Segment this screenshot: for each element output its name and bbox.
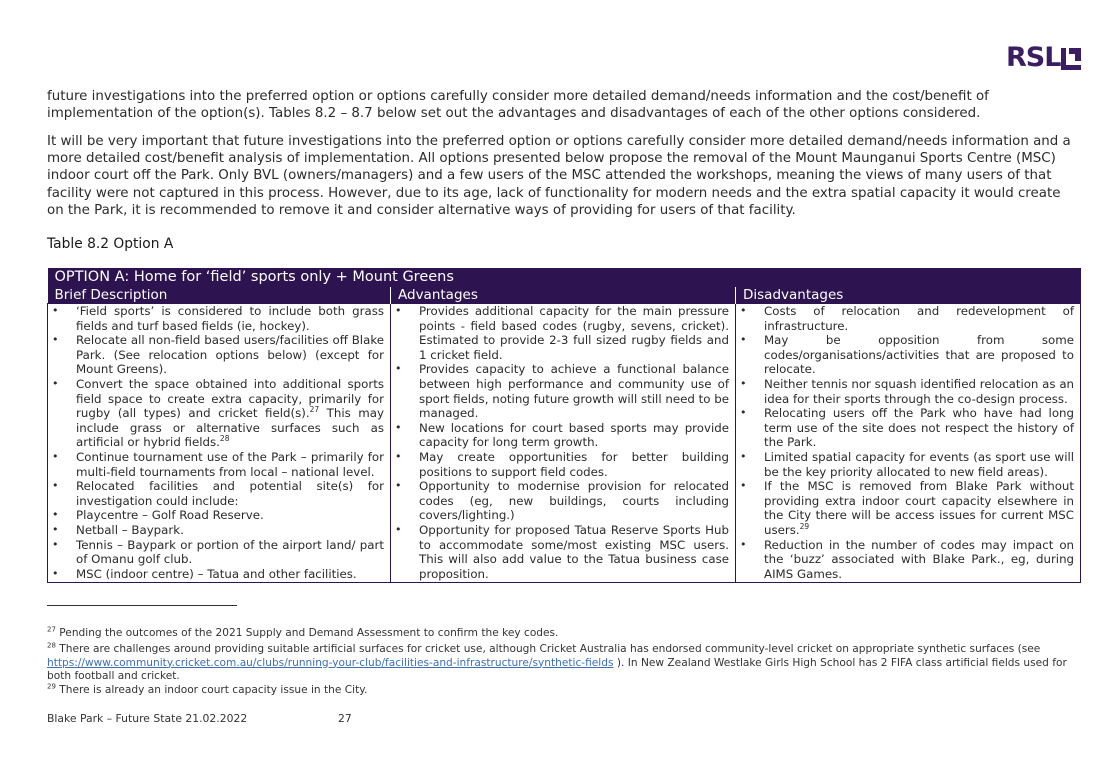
advantages-list	[395, 304, 729, 581]
option-a-table	[47, 268, 1081, 583]
column-header-disadvantages: Disadvantages	[736, 287, 1081, 304]
list-item: • Reduction in the number of codes may impact on the ‘buzz’ associated with Blake Park., eg, during AIMS Games.	[740, 538, 1074, 582]
footnote-ref: 29	[799, 521, 810, 531]
list-item: • Costs of relocation and redevelopment of infrastructure.	[740, 304, 1074, 333]
list-item	[740, 479, 1074, 537]
list-item-text: Convert the space obtained into additional sports field space to create extra capacity, primarily for rugby (all types) and cricket field(s).	[76, 376, 384, 421]
logo-mark-icon	[1061, 48, 1081, 70]
description-cell	[48, 304, 391, 583]
list-item: • Netball – Baypark.	[52, 523, 384, 538]
footnote-mark: 29	[47, 682, 56, 691]
footer-document-title: Blake Park – Future State 21.02.2022	[47, 712, 248, 725]
list-item: • Opportunity to modernise provision for relocated codes (eg, new buildings, courts including covers/lighting.)	[395, 479, 729, 523]
page-number: 27	[338, 712, 352, 725]
table-caption: Table 8.2 Option A	[47, 236, 174, 252]
rsl-logo	[1006, 43, 1082, 73]
list-item: • Neither tennis nor squash identified relocation as an idea for their sports through the co-design process.	[740, 377, 1074, 406]
list-item: • Opportunity for proposed Tatua Reserve Sports Hub to accommodate some/most existing MSC users. This will also add value to the Tatua business case proposition.	[395, 523, 729, 581]
footnote-ref: 27	[309, 405, 320, 415]
list-item: • New locations for court based sports may provide capacity for long term growth.	[395, 421, 729, 450]
list-item: • Tennis – Baypark or portion of the airport land/ part of Omanu golf club.	[52, 538, 384, 567]
list-item: • Relocating users off the Park who have had long term use of the site does not respect the history of the Park.	[740, 406, 1074, 450]
list-item: • Continue tournament use of the Park – primarily for multi-field tournaments from local – national level.	[52, 450, 384, 479]
footnote-29	[47, 684, 1080, 698]
table-title: OPTION A: Home for ‘field’ sports only + Mount Greens	[48, 268, 1081, 287]
list-item: • Provides additional capacity for the main pressure points - field based codes (rugby, sevens, cricket). Estimated to provide 2-3 full sized rugby fields and 1 cricket field.	[395, 304, 729, 362]
footnote-27	[47, 627, 1080, 641]
column-header-advantages: Advantages	[391, 287, 736, 304]
list-item: • Relocate all non-field based users/facilities off Blake Park. (See relocation options below) (except for Mount Greens).	[52, 333, 384, 377]
intro-paragraph: future investigations into the preferred option or options carefully consider more detailed demand/needs information and the cost/benefit of implementation of the option(s). Tables 8.2 – 8.7 below set out the advantages and disadvantages of each of the other options considered.	[47, 89, 989, 122]
footnote-mark: 27	[47, 625, 56, 634]
msc-removal-paragraph: It will be very important that future investigations into the preferred option or options carefully consider more detailed demand/needs information and a more detailed cost/benefit analysis of implementation. All options presented below propose the removal of the Mount Maunganui Sports Centre (MSC) indoor court off the Park. Only BVL (owners/managers) and a few users of the MSC attended the workshops, meaning the views of many users of that facility were not captured in this process. However, due to its age, lack of functionality for modern needs and the extra spatial capacity it would create on the Park, it is recommended to remove it and consider alternative ways of providing for users of that facility.	[47, 134, 1071, 218]
description-list	[52, 304, 384, 581]
footnote-mark: 28	[47, 641, 56, 650]
footnote-ref: 28	[219, 434, 230, 444]
column-header-description: Brief Description	[48, 287, 391, 304]
list-item-text: If the MSC is removed from Blake Park without providing extra indoor court capacity elsewhere in the City there will be access issues for current MSC users.	[764, 479, 1075, 537]
footnote-text: There are challenges around providing suitable artificial surfaces for cricket use, although Cricket Australia has endorsed community-level cricket on appropriate synthetic surfaces (see	[59, 643, 1041, 655]
footnote-divider	[47, 605, 237, 606]
list-item: • Relocated facilities and potential site(s) for investigation could include:	[52, 479, 384, 508]
synthetic-fields-link[interactable]: https://www.community.cricket.com.au/clubs/running-your-club/facilities-and-infrastructure/synthetic-fields	[47, 656, 614, 669]
disadvantages-list	[740, 304, 1074, 581]
footnote-text: There is already an indoor court capacity issue in the City.	[59, 684, 368, 696]
footnote-text-after: ). In New Zealand Westlake Girls High School has 2 FIFA class artificial fields used for both football and cricket.	[47, 656, 1067, 682]
advantages-cell	[391, 304, 736, 583]
disadvantages-cell	[736, 304, 1081, 583]
list-item: • MSC (indoor centre) – Tatua and other facilities.	[52, 567, 384, 582]
list-item: • Limited spatial capacity for events (as sport use will be the key priority allocated to new field areas).	[740, 450, 1074, 479]
logo-text: RSL	[1006, 42, 1061, 73]
list-item: • May create opportunities for better building positions to support field codes.	[395, 450, 729, 479]
list-item	[52, 377, 384, 450]
list-item: • Provides capacity to achieve a functional balance between high performance and community use of sport fields, noting future growth will still need to be managed.	[395, 362, 729, 420]
list-item: • May be opposition from some codes/organisations/activities that are proposed to relocate.	[740, 333, 1074, 377]
footnote-text: Pending the outcomes of the 2021 Supply and Demand Assessment to confirm the key codes.	[59, 627, 559, 639]
footnote-28	[47, 643, 1080, 684]
list-item: • Playcentre – Golf Road Reserve.	[52, 508, 384, 523]
list-item: • ‘Field sports’ is considered to include both grass fields and turf based fields (ie, hockey).	[52, 304, 384, 333]
list-item-text-tail: This may include grass or alternative surfaces such as artificial or hybrid fields.	[76, 406, 384, 450]
